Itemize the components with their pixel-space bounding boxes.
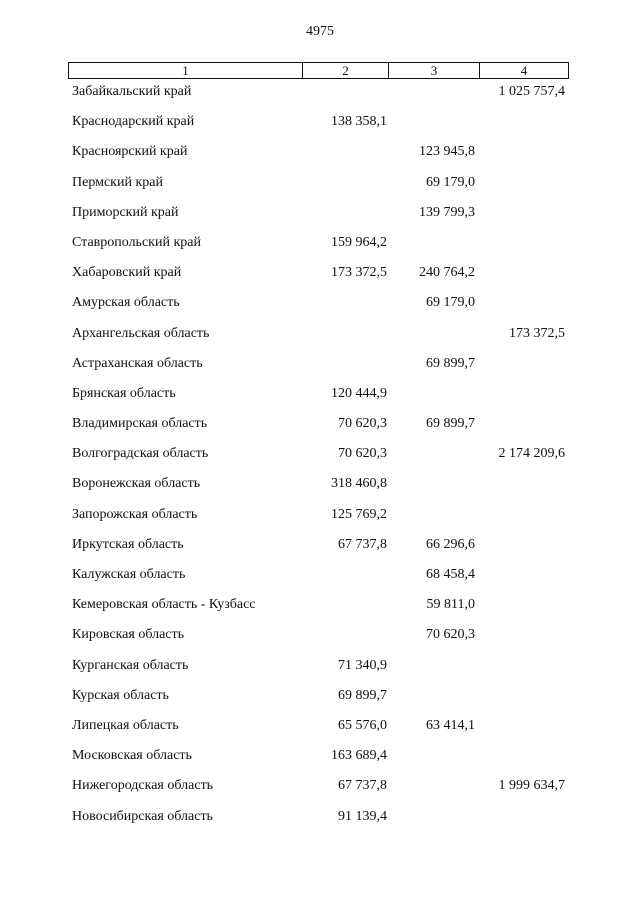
value-cell-col-2: 173 372,5 [331,265,387,281]
page-number: 4975 [306,24,334,39]
table-row [68,355,569,385]
value-cell-col-2: 70 620,3 [338,416,387,432]
value-cell-col-2: 125 769,2 [331,506,387,522]
value-cell-col-2: 70 620,3 [338,446,387,462]
table-row [68,264,569,294]
value-cell-col-3: 68 458,4 [426,567,475,582]
table-row [68,415,569,445]
value-cell-col-2: 65 576,0 [338,717,387,733]
table-row [68,174,569,204]
table-row [68,294,569,324]
region-name-cell: Нижегородская область [72,778,214,794]
region-name-cell: Волгоградская область [72,446,209,462]
region-name-cell: Пермский край [72,174,163,190]
region-name-cell: Иркутская область [72,536,184,552]
region-name-cell: Приморский край [72,204,179,220]
table-row [68,596,569,626]
table-body [68,83,569,838]
value-cell-col-4: 2 174 209,6 [498,446,565,462]
region-name-cell: Амурская область [72,295,180,311]
value-cell-col-2: 138 358,1 [331,114,387,130]
value-cell-col-3: 66 296,6 [426,536,475,552]
table-row [68,83,569,113]
table-row [68,687,569,717]
region-name-cell: Кемеровская область - Кузбасс [72,597,256,613]
region-name-cell: Архангельская область [72,325,210,341]
header-col-3: 3 [388,63,479,78]
table-row [68,626,569,656]
table-row [68,777,569,807]
value-cell-col-3: 69 179,0 [426,295,475,311]
table-row [68,506,569,536]
region-name-cell: Липецкая область [72,717,179,733]
value-cell-col-3: 63 414,1 [426,717,475,733]
region-name-cell: Краснодарский край [72,114,195,130]
table-row [68,536,569,566]
table-row [68,475,569,505]
table-row [68,566,569,596]
table-row [68,325,569,355]
value-cell-col-2: 67 737,8 [338,536,387,552]
region-name-cell: Забайкальский край [72,84,192,99]
value-cell-col-3: 69 899,7 [426,355,475,371]
table-row [68,445,569,475]
value-cell-col-3: 139 799,3 [419,204,475,220]
value-cell-col-2: 120 444,9 [331,385,387,401]
table-row [68,143,569,173]
value-cell-col-3: 59 811,0 [426,597,475,613]
region-name-cell: Новосибирская область [72,808,213,824]
region-name-cell: Владимирская область [72,416,208,432]
region-name-cell: Запорожская область [72,506,198,522]
header-col-1: 1 [182,62,189,78]
region-name-cell: Кировская область [72,627,185,643]
region-name-cell: Курская область [72,687,169,703]
value-cell-col-2: 318 460,8 [331,476,387,492]
value-cell-col-4: 1 999 634,7 [498,778,565,794]
region-name-cell: Брянская область [72,385,176,401]
value-cell-col-3: 240 764,2 [419,265,475,281]
table-header-row [68,62,569,79]
header-col-4: 4 [479,63,568,78]
region-name-cell: Хабаровский край [72,265,182,281]
table-row [68,113,569,143]
value-cell-col-2: 69 899,7 [338,687,387,703]
value-cell-col-2: 159 964,2 [331,234,387,250]
table-row [68,204,569,234]
value-cell-col-4: 1 025 757,4 [498,84,565,99]
region-name-cell: Ставропольский край [72,234,201,250]
value-cell-col-2: 163 689,4 [331,748,387,764]
table-row [68,234,569,264]
table-row [68,717,569,747]
data-table [68,62,569,824]
table-row [68,385,569,415]
value-cell-col-2: 91 139,4 [338,808,387,824]
header-col-2: 2 [302,63,388,78]
value-cell-col-2: 71 340,9 [338,657,387,673]
table-row [68,747,569,777]
value-cell-col-3: 70 620,3 [426,627,475,643]
table-row [68,657,569,687]
value-cell-col-3: 69 899,7 [426,416,475,432]
region-name-cell: Воронежская область [72,476,201,492]
value-cell-col-3: 69 179,0 [426,174,475,190]
region-name-cell: Курганская область [72,657,189,673]
region-name-cell: Красноярский край [72,144,188,160]
region-name-cell: Московская область [72,748,192,764]
region-name-cell: Астраханская область [72,355,203,371]
region-name-cell: Калужская область [72,567,186,582]
table-row [68,808,569,838]
value-cell-col-4: 173 372,5 [509,325,565,341]
value-cell-col-2: 67 737,8 [338,778,387,794]
value-cell-col-3: 123 945,8 [419,144,475,160]
